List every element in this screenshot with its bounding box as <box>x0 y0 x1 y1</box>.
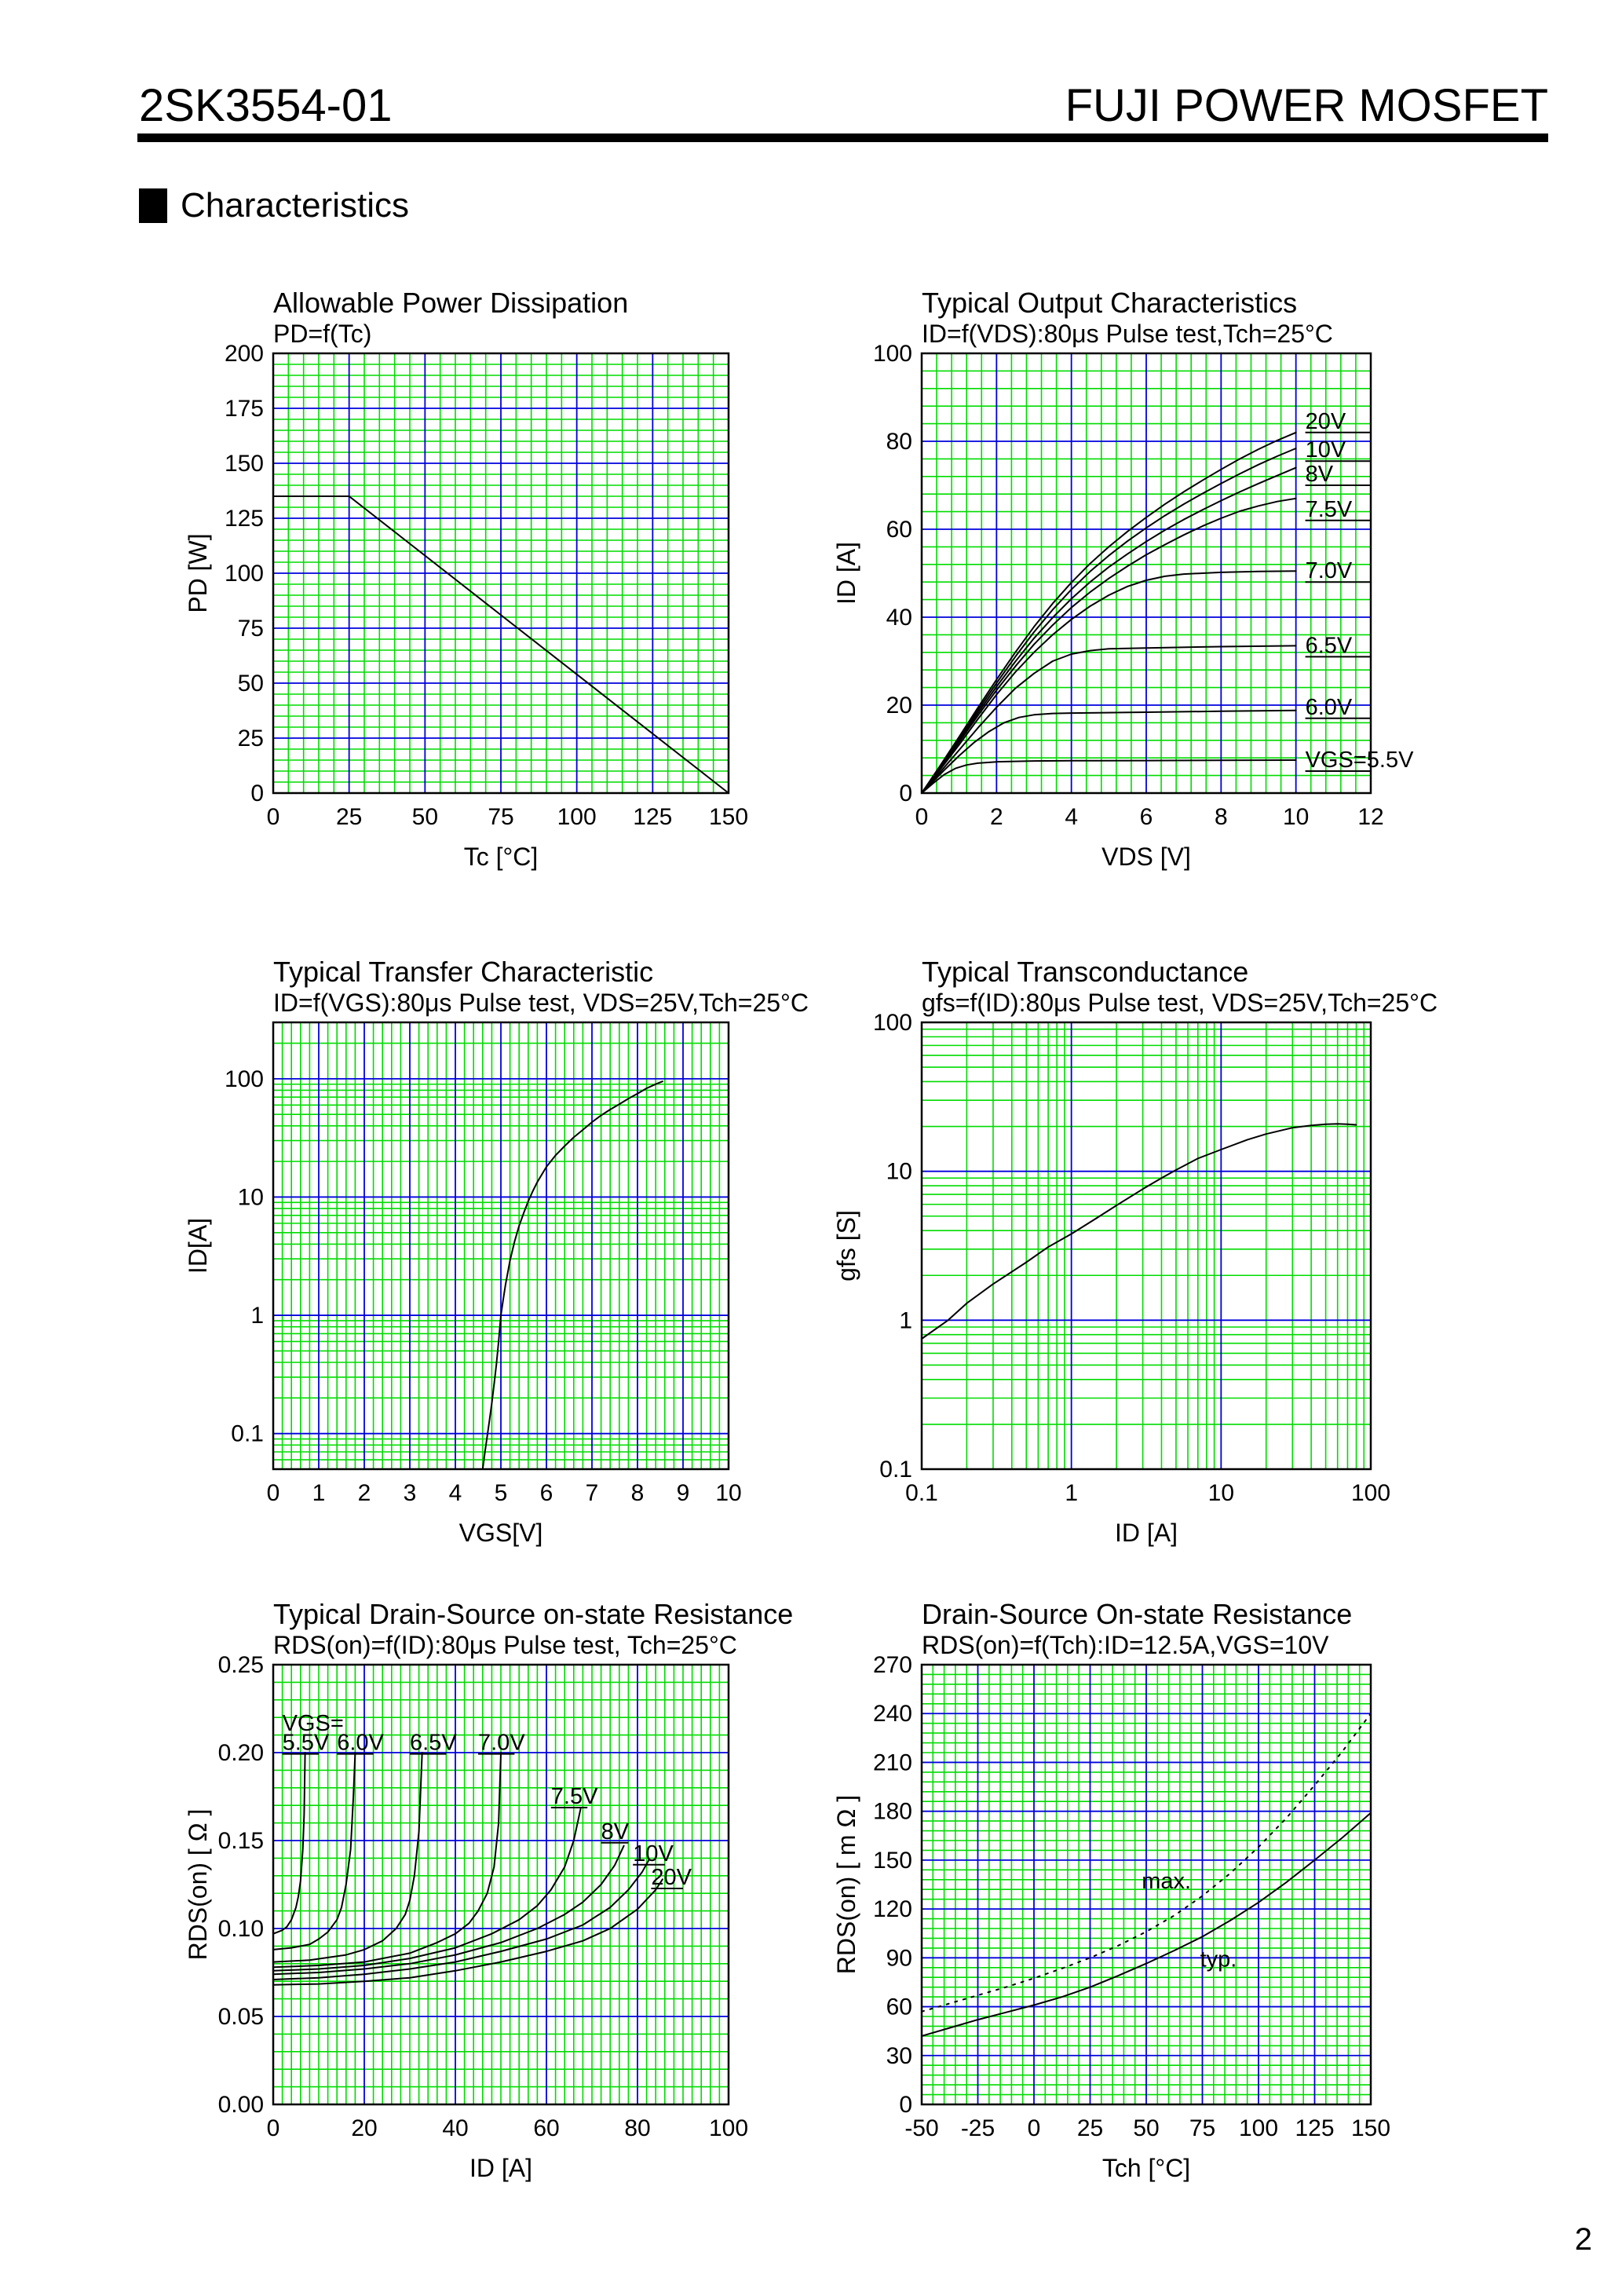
y-tick-label: 10 <box>886 1158 912 1185</box>
x-tick-label: 7 <box>585 1480 599 1506</box>
chart-power-dissipation <box>184 287 748 871</box>
curve-vgs-10v <box>922 448 1296 793</box>
y-tick-label: 0 <box>899 2092 912 2118</box>
y-tick-label: 100 <box>224 1066 264 1092</box>
x-tick-label: 4 <box>448 1480 462 1506</box>
x-tick-label: 8 <box>630 1480 645 1506</box>
x-tick-label: 0 <box>266 1480 280 1506</box>
chart-transconductance <box>832 956 1438 1547</box>
x-tick-label: 50 <box>411 804 439 830</box>
curve-label: 20V <box>1305 408 1346 434</box>
page-number: 2 <box>1574 2222 1592 2257</box>
chart-title: Typical Transconductance <box>922 956 1249 988</box>
chart-rdson-vs-tch <box>832 1598 1390 2182</box>
x-tick-label: 25 <box>1076 2115 1104 2141</box>
y-tick-label: 180 <box>872 1798 912 1825</box>
grid-output-characteristics <box>922 353 1371 793</box>
curve-vgs-5.5v <box>922 760 1296 793</box>
y-tick-label: 30 <box>886 2042 912 2069</box>
section-title: Characteristics <box>181 186 409 225</box>
x-axis-label: Tch [°C] <box>1101 2154 1191 2182</box>
x-axis-label: ID [A] <box>469 2154 533 2182</box>
x-tick-label: 60 <box>533 2115 560 2141</box>
y-tick-label: 0.1 <box>879 1457 912 1483</box>
x-axis-label: Tc [°C] <box>463 843 539 871</box>
y-axis-label: RDS(on) [ Ω ] <box>184 1808 212 1961</box>
curve-vgs-8v <box>273 1846 624 1975</box>
x-tick-label: 10 <box>1282 804 1310 830</box>
y-tick-label: 100 <box>872 1010 912 1036</box>
chart-subtitle: ID=f(VDS):80μs Pulse test,Tch=25°C <box>922 320 1333 348</box>
x-tick-label: 0 <box>915 804 929 830</box>
curve-label: 7.0V <box>1305 558 1353 584</box>
chart-subtitle: RDS(on)=f(ID):80μs Pulse test, Tch=25°C <box>273 1631 737 1659</box>
x-tick-label: 25 <box>335 804 363 830</box>
x-tick-label: 100 <box>708 2115 749 2141</box>
chart-title: Typical Transfer Characteristic <box>273 956 654 988</box>
chart-title: Drain-Source On-state Resistance <box>922 1598 1353 1630</box>
x-tick-label: 0 <box>266 2115 280 2141</box>
chart-subtitle: ID=f(VGS):80μs Pulse test, VDS=25V,Tch=25°C <box>273 989 809 1017</box>
x-tick-label: -25 <box>960 2115 995 2141</box>
curve-label: 7.5V <box>1305 496 1353 522</box>
y-tick-label: 10 <box>237 1184 264 1211</box>
y-tick-label: 0 <box>899 781 912 806</box>
x-tick-label: 150 <box>708 804 749 830</box>
y-axis-label: PD [W] <box>184 533 212 613</box>
x-tick-label: 5 <box>494 1480 508 1506</box>
y-tick-label: 1 <box>250 1303 264 1329</box>
x-tick-label: 150 <box>1350 2115 1391 2141</box>
curve-label: 5.5V <box>282 1730 330 1756</box>
curve-label: VGS= <box>282 1711 344 1737</box>
x-tick-label: 0.1 <box>905 1480 938 1506</box>
curve-vgs-7.0v <box>273 1753 501 1967</box>
y-tick-label: 200 <box>224 341 264 367</box>
chart-rdson-vs-id <box>184 1598 793 2182</box>
brand-title: FUJI POWER MOSFET <box>1065 80 1548 131</box>
curve-vgs-20v <box>273 1879 663 1984</box>
grid-transconductance <box>922 1022 1371 1469</box>
curve-label: 7.0V <box>478 1730 525 1756</box>
y-tick-label: 90 <box>886 1945 912 1972</box>
curve-label: 6.5V <box>410 1730 457 1756</box>
y-tick-label: 0.25 <box>217 1652 264 1678</box>
grid-transfer-characteristic <box>273 1022 729 1469</box>
y-tick-label: 60 <box>886 517 912 543</box>
x-axis-label: VGS[V] <box>458 1519 543 1547</box>
y-tick-label: 25 <box>237 726 264 751</box>
y-axis-label: gfs [S] <box>832 1210 860 1281</box>
x-axis-label: ID [A] <box>1114 1519 1178 1547</box>
chart-output-characteristics <box>832 287 1414 871</box>
x-tick-label: 0 <box>1027 2115 1041 2141</box>
curve-vgs-6.5v <box>273 1753 422 1962</box>
y-tick-label: 60 <box>886 1994 912 2020</box>
x-axis-label: VDS [V] <box>1101 843 1191 871</box>
x-tick-label: 75 <box>488 804 514 830</box>
x-tick-label: 2 <box>989 804 1003 830</box>
x-tick-label: 0 <box>266 804 280 830</box>
x-tick-label: 6 <box>539 1480 553 1506</box>
y-tick-label: 0.00 <box>217 2092 264 2118</box>
y-tick-label: 100 <box>872 341 912 367</box>
curve-vgs-6.0v <box>273 1753 355 1950</box>
x-tick-label: 1 <box>1065 1480 1079 1506</box>
curve-label: 8V <box>1305 462 1334 487</box>
x-tick-label: 100 <box>1350 1480 1391 1506</box>
part-number: 2SK3554-01 <box>139 80 393 131</box>
y-tick-label: 40 <box>886 605 912 631</box>
x-tick-label: 40 <box>442 2115 469 2141</box>
plot-frame <box>922 1022 1371 1469</box>
y-axis-label: ID [A] <box>832 541 860 605</box>
y-axis-label: RDS(on) [ m Ω ] <box>832 1794 860 1975</box>
chart-title: Typical Output Characteristics <box>922 287 1298 319</box>
x-tick-label: 125 <box>1295 2115 1335 2141</box>
x-tick-label: 6 <box>1139 804 1153 830</box>
y-tick-label: 100 <box>224 561 264 587</box>
y-tick-label: 120 <box>872 1896 912 1923</box>
curve-label: 6.5V <box>1305 633 1353 659</box>
x-tick-label: 3 <box>403 1480 417 1506</box>
x-tick-label: 75 <box>1189 2115 1216 2141</box>
x-tick-label: 10 <box>1207 1480 1235 1506</box>
x-tick-label: 1 <box>312 1480 326 1506</box>
chart-title: Typical Drain-Source on-state Resistance <box>273 1598 794 1630</box>
y-tick-label: 270 <box>872 1652 912 1678</box>
curve-label: 20V <box>651 1865 692 1891</box>
y-tick-label: 0.05 <box>217 2004 264 2030</box>
curve-label: 6.0V <box>337 1730 384 1756</box>
curve-label: 6.0V <box>1305 694 1353 720</box>
curve-label: 8V <box>601 1819 630 1844</box>
chart-subtitle: PD=f(Tc) <box>273 320 372 348</box>
y-tick-label: 150 <box>872 1847 912 1874</box>
curve-label: 7.5V <box>550 1784 598 1809</box>
y-tick-label: 0.20 <box>217 1740 264 1766</box>
y-tick-label: 175 <box>224 396 264 422</box>
x-tick-label: 12 <box>1357 804 1384 830</box>
x-tick-label: 80 <box>624 2115 651 2141</box>
x-tick-label: 10 <box>715 1480 742 1506</box>
x-tick-label: 20 <box>351 2115 378 2141</box>
x-tick-label: 2 <box>357 1480 371 1506</box>
x-tick-label: 100 <box>557 804 597 830</box>
y-tick-label: 0.1 <box>231 1420 264 1447</box>
x-tick-label: 9 <box>676 1480 690 1506</box>
y-tick-label: 0 <box>250 781 264 806</box>
y-tick-label: 80 <box>886 429 912 455</box>
chart-transfer-characteristic <box>184 956 809 1547</box>
grid-power-dissipation <box>273 353 729 793</box>
x-tick-label: 125 <box>633 804 673 830</box>
curve-label: max. <box>1142 1868 1192 1894</box>
y-axis-label: ID[A] <box>184 1217 212 1274</box>
curve-vgs-8v <box>922 468 1296 793</box>
curve-label: VGS=5.5V <box>1305 748 1414 773</box>
y-tick-label: 125 <box>224 506 264 532</box>
chart-title: Allowable Power Dissipation <box>273 287 629 319</box>
y-tick-label: 75 <box>237 616 264 642</box>
y-tick-label: 50 <box>237 671 264 696</box>
chart-subtitle: gfs=f(ID):80μs Pulse test, VDS=25V,Tch=25°C <box>922 989 1438 1017</box>
curve-label: typ. <box>1200 1947 1237 1972</box>
x-tick-label: 100 <box>1238 2115 1279 2141</box>
x-tick-label: -50 <box>904 2115 939 2141</box>
chart-subtitle: RDS(on)=f(Tch):ID=12.5A,VGS=10V <box>922 1631 1329 1659</box>
y-tick-label: 210 <box>872 1749 912 1776</box>
y-tick-label: 20 <box>886 693 912 718</box>
curve-gfs <box>922 1124 1357 1339</box>
y-tick-label: 0.10 <box>217 1916 264 1942</box>
curve-label: 10V <box>1305 437 1346 463</box>
y-tick-label: 150 <box>224 451 264 477</box>
y-tick-label: 240 <box>872 1701 912 1727</box>
curve-label: 10V <box>633 1841 674 1866</box>
x-tick-label: 4 <box>1065 804 1079 830</box>
y-tick-label: 0.15 <box>217 1828 264 1854</box>
y-tick-label: 1 <box>899 1307 912 1334</box>
x-tick-label: 8 <box>1214 804 1228 830</box>
x-tick-label: 50 <box>1133 2115 1160 2141</box>
